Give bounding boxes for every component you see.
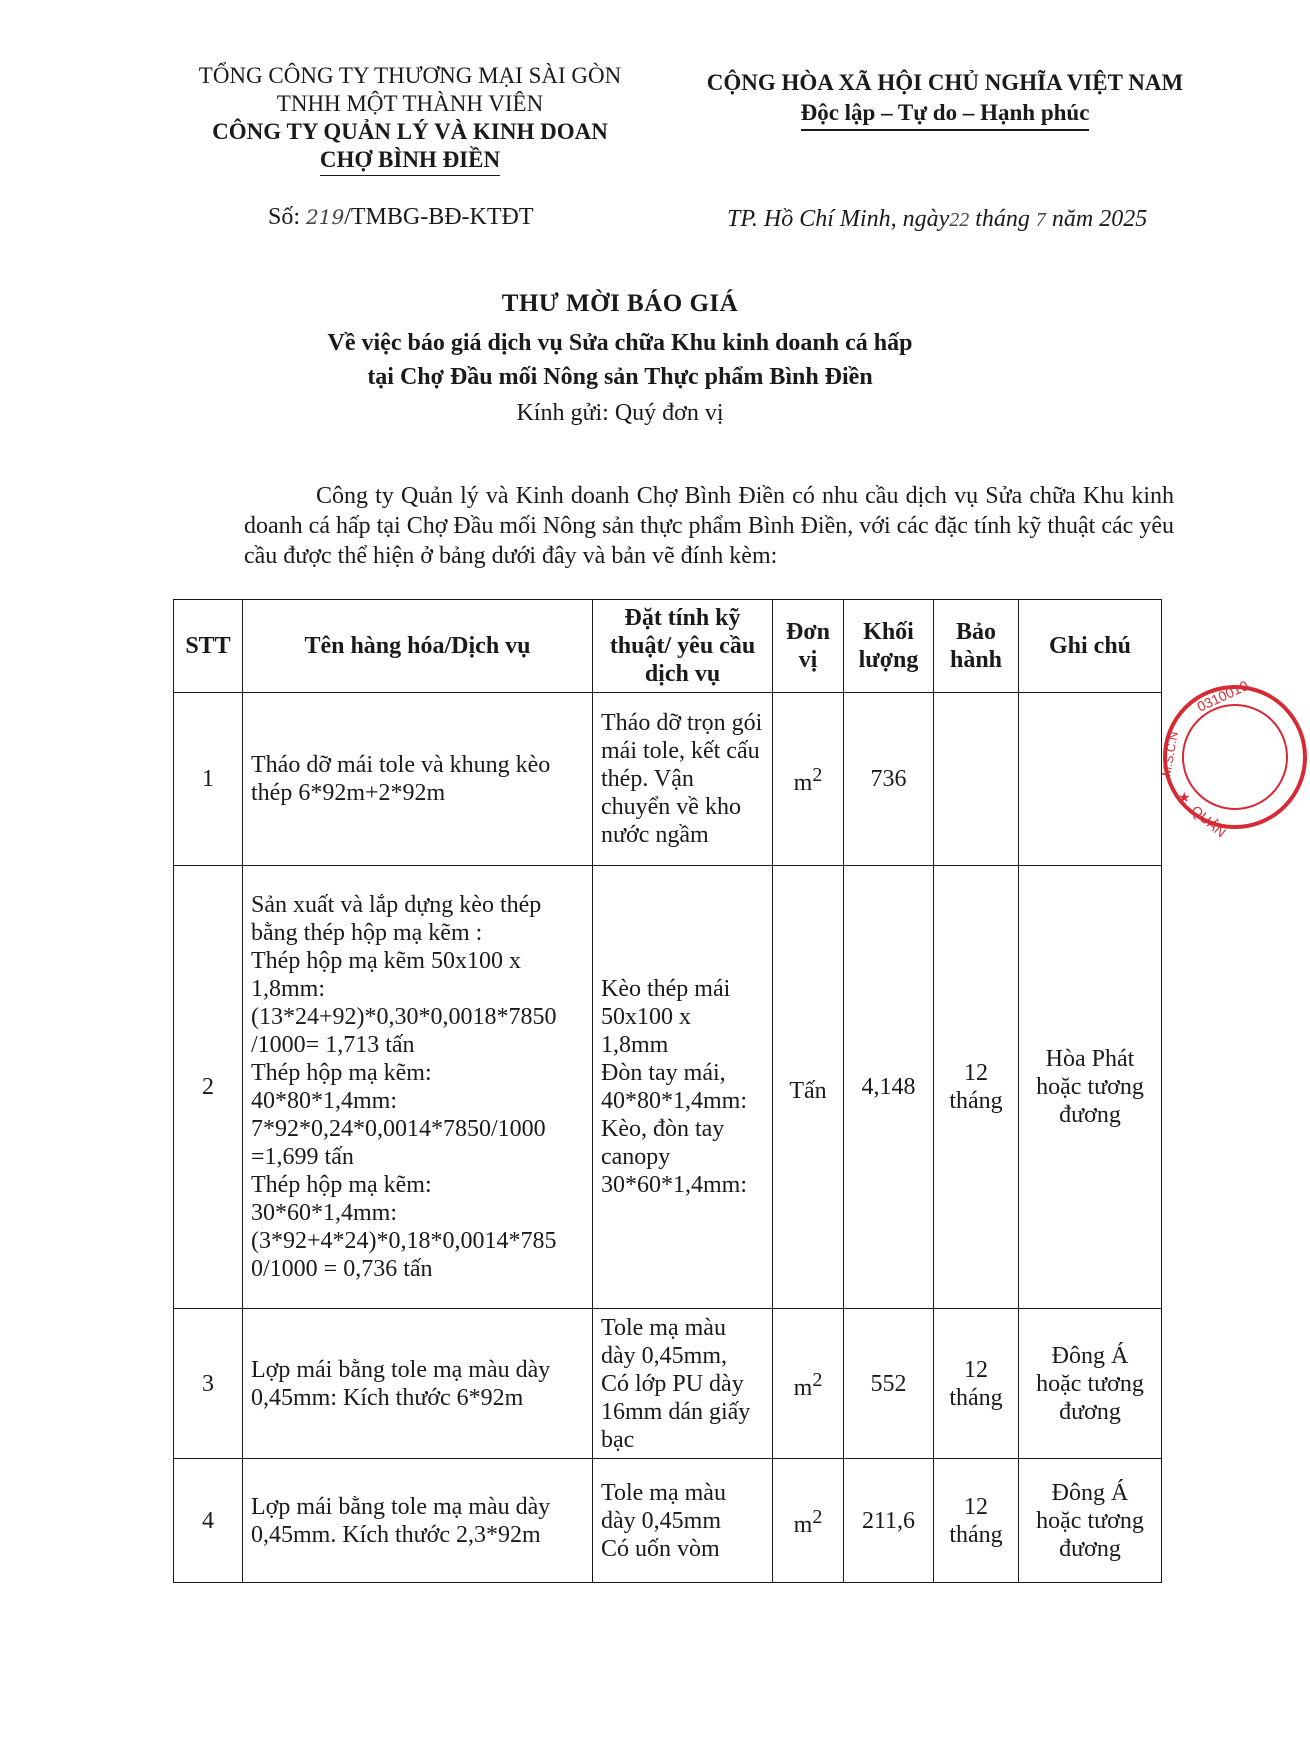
date-line bbox=[727, 206, 1147, 233]
row-1-warranty bbox=[934, 693, 1019, 866]
row-1-unit-sup: 2 bbox=[812, 764, 823, 786]
row-4-unit-sup: 2 bbox=[812, 1505, 823, 1528]
row-1-note bbox=[1019, 693, 1162, 866]
stamp-star-icon: ★ bbox=[1178, 789, 1191, 805]
issuer-line-4: CHỢ BÌNH ĐIỀN bbox=[320, 146, 500, 176]
row-1-qty: 736 bbox=[844, 693, 934, 866]
date-month-label: tháng bbox=[969, 206, 1036, 232]
row-3-qty: 552 bbox=[844, 1309, 934, 1459]
subtitle-1: Về việc báo giá dịch vụ Sửa chữa Khu kinh doanh cá hấp bbox=[327, 330, 913, 356]
doc-number-suffix: /TMBG-BĐ-KTĐT bbox=[344, 204, 534, 230]
row-1-unit-base: m bbox=[793, 770, 813, 796]
row-2-spec: Kèo thép mái 50x100 x 1,8mm Đòn tay mái, 40*80*1,4mm: Kèo, đòn tay canopy 30*60*1,4mm: bbox=[593, 866, 773, 1309]
date-month: 7 bbox=[1035, 209, 1046, 231]
header-name: Tên hàng hóa/Dịch vụ bbox=[243, 600, 593, 693]
issuer-block bbox=[175, 62, 645, 176]
stamp-text-code: M.S.C.N bbox=[1159, 730, 1181, 778]
row-3-spec: Tole mạ màu dày 0,45mm, Có lớp PU dày 16mm dán giấy bạc bbox=[593, 1309, 773, 1459]
table-row bbox=[174, 1309, 1162, 1459]
row-1-spec: Tháo dỡ trọn gói mái tole, kết cấu thép. Vận chuyển về kho nước ngầm bbox=[593, 693, 773, 866]
row-4-name: Lợp mái bằng tole mạ màu dày 0,45mm. Kích thước 2,3*92m bbox=[243, 1459, 593, 1583]
header-stt: STT bbox=[174, 600, 243, 693]
row-1-name: Tháo dỡ mái tole và khung kèo thép 6*92m+2*92m bbox=[243, 693, 593, 866]
table-row bbox=[174, 693, 1162, 866]
row-2-unit-base: Tấn bbox=[789, 1078, 827, 1104]
national-motto-block bbox=[690, 68, 1200, 131]
quotation-table bbox=[173, 599, 1162, 1583]
table-row bbox=[174, 1459, 1162, 1583]
row-4-unit bbox=[773, 1459, 844, 1583]
stamp-text-number: 0310010 bbox=[1194, 677, 1251, 715]
row-3-unit-base: m bbox=[793, 1374, 813, 1401]
header-warranty: Bảo hành bbox=[934, 600, 1019, 693]
row-4-spec: Tole mạ màu dày 0,45mm Có uốn vòm bbox=[593, 1459, 773, 1583]
row-3-warranty: 12 tháng bbox=[934, 1309, 1019, 1459]
stamp-inner-ring bbox=[1183, 705, 1287, 809]
issuer-line-3: CÔNG TY QUẢN LÝ VÀ KINH DOAN bbox=[212, 119, 608, 144]
row-4-warranty: 12 tháng bbox=[934, 1459, 1019, 1583]
row-4-stt: 4 bbox=[174, 1459, 243, 1583]
row-2-warranty: 12 tháng bbox=[934, 866, 1019, 1309]
row-2-unit bbox=[773, 866, 844, 1309]
header-unit: Đơn vị bbox=[773, 600, 844, 693]
doc-number-prefix: Số: bbox=[268, 204, 307, 230]
company-stamp bbox=[1159, 677, 1310, 841]
header-spec: Đặt tính kỹ thuật/ yêu cầu dịch vụ bbox=[593, 600, 773, 693]
document-title: THƯ MỜI BÁO GIÁ bbox=[501, 290, 739, 317]
row-1-unit bbox=[773, 693, 844, 866]
doc-number-handwritten: 219 bbox=[306, 205, 345, 229]
row-3-note: Đông Á hoặc tương đương bbox=[1019, 1309, 1162, 1459]
stamp-outer-ring bbox=[1165, 687, 1305, 827]
date-year: năm 2025 bbox=[1045, 206, 1148, 232]
row-3-name: Lợp mái bằng tole mạ màu dày 0,45mm: Kích thước 6*92m bbox=[243, 1309, 593, 1459]
issuer-line-2: TNHH MỘT THÀNH VIÊN bbox=[276, 91, 544, 116]
date-prefix: TP. Hồ Chí Minh, ngày bbox=[727, 206, 950, 232]
row-1-stt: 1 bbox=[174, 693, 243, 866]
row-2-stt: 2 bbox=[174, 866, 243, 1309]
header-note: Ghi chú bbox=[1019, 600, 1162, 693]
table-header-row bbox=[174, 600, 1162, 693]
document-number bbox=[268, 204, 534, 231]
issuer-line-1: TỔNG CÔNG TY THƯƠNG MẠI SÀI GÒN bbox=[198, 63, 622, 88]
header-qty: Khối lượng bbox=[844, 600, 934, 693]
row-3-unit-sup: 2 bbox=[812, 1368, 823, 1391]
subtitle-2: tại Chợ Đầu mối Nông sản Thực phẩm Bình Điền bbox=[367, 364, 873, 390]
row-2-note: Hòa Phát hoặc tương đương bbox=[1019, 866, 1162, 1309]
stamp-text-word: QUẢN bbox=[1188, 802, 1230, 841]
row-4-qty: 211,6 bbox=[844, 1459, 934, 1583]
row-2-qty: 4,148 bbox=[844, 866, 934, 1309]
row-4-note: Đông Á hoặc tương đương bbox=[1019, 1459, 1162, 1583]
intro-paragraph: Công ty Quản lý và Kinh doanh Chợ Bình Điền có nhu cầu dịch vụ Sửa chữa Khu kinh doanh cá hấp tại Chợ Đầu mối Nông sản thực phẩm Bình Điền, với các đặc tính kỹ thuật các yêu cầu được thể hiện ở bảng dưới đây và bản vẽ đính kèm: bbox=[244, 483, 1174, 569]
row-3-stt: 3 bbox=[174, 1309, 243, 1459]
row-2-name: Sản xuất và lắp dựng kèo thép bằng thép hộp mạ kẽm : Thép hộp mạ kẽm 50x100 x 1,8mm: (13*24+92)*0,30*0,0018*7850 /1000= 1,713 tấn Thép hộp mạ kẽm: 40*80*1,4mm: 7*92*0,24*0,0014*7850/1000 =1,699 tấn Thép hộp mạ kẽm: 30*60*1,4mm: (3*92+4*24)*0,18*0,0014*785 0/1000 = 0,736 tấn bbox=[243, 866, 593, 1309]
national-name: CỘNG HÒA XÃ HỘI CHỦ NGHĨA VIỆT NAM bbox=[706, 70, 1184, 95]
date-day: 22 bbox=[949, 209, 970, 231]
greeting: Kính gửi: Quý đơn vị bbox=[516, 400, 724, 426]
row-3-unit bbox=[773, 1309, 844, 1459]
national-motto: Độc lập – Tự do – Hạnh phúc bbox=[801, 98, 1090, 131]
row-4-unit-base: m bbox=[793, 1511, 813, 1538]
table-row bbox=[174, 866, 1162, 1309]
